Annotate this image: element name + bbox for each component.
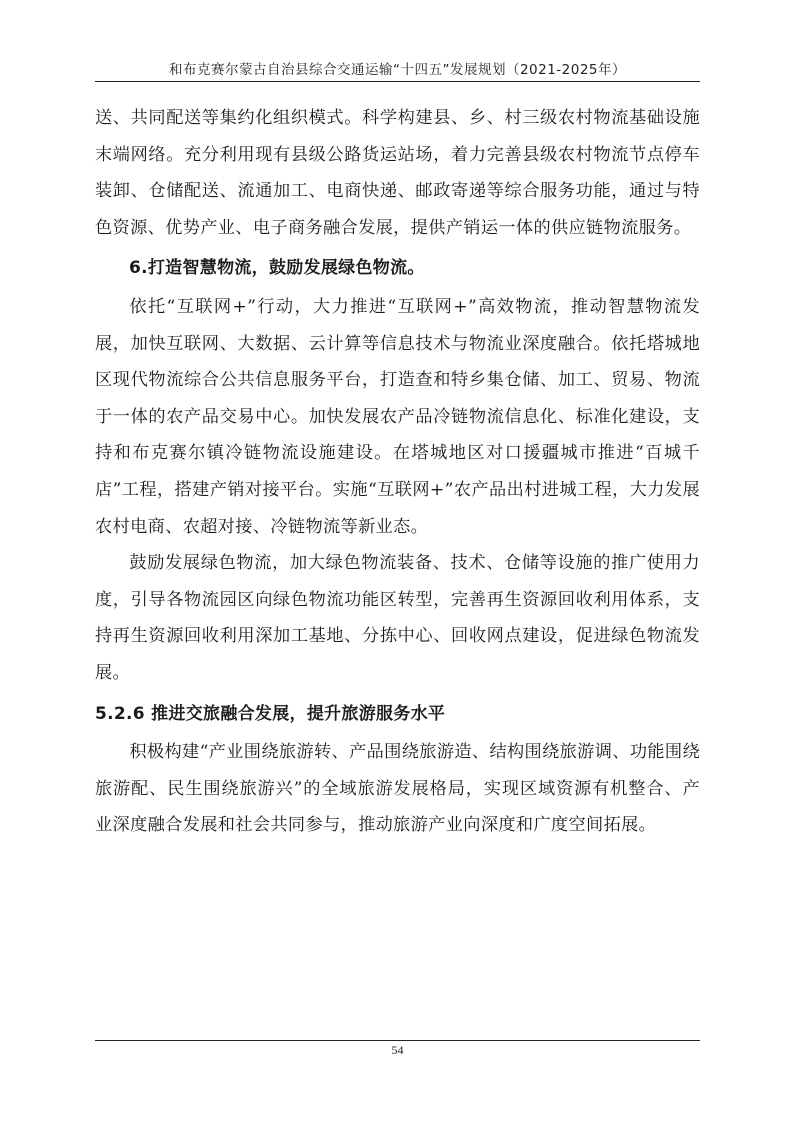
header-divider bbox=[95, 81, 700, 82]
paragraph-logistics-network: 送、共同配送等集约化组织模式。科学构建县、乡、村三级农村物流基础设施末端网络。充分利用现有县级公路货运站场，着力完善县级农村物流节点停车装卸、仓储配送、流通加工、电商快递、邮政寄递等综合服务功能，通过与特色资源、优势产业、电子商务融合发展，提供产销运一体的供应链物流服务。 bbox=[95, 108, 700, 238]
running-header: 和布克赛尔蒙古自治县综合交通运输“十四五”发展规划（2021-2025年） bbox=[168, 62, 627, 78]
paragraph-green-logistics: 鼓励发展绿色物流，加大绿色物流装备、技术、仓储等设施的推广使用力度，引导各物流园区向绿色物流功能区转型，完善再生资源回收利用体系，支持再生资源回收利用深加工基地、分拣中心、回收网点建设，促进绿色物流发展。 bbox=[95, 553, 700, 683]
page-number: 54 bbox=[391, 1043, 404, 1057]
paragraph-tourism: 积极构建“产业围绕旅游转、产品围绕旅游造、结构围绕旅游调、功能围绕旅游配、民生围绕旅游兴”的全域旅游发展格局，实现区域资源有机整合、产业深度融合发展和社会共同参与，推动旅游产业向深度和广度空间拓展。 bbox=[95, 742, 700, 836]
subheading-smart-logistics: 6.打造智慧物流，鼓励发展绿色物流。 bbox=[129, 258, 425, 279]
footer-divider bbox=[95, 1040, 700, 1041]
page-content bbox=[95, 100, 700, 844]
section-heading-tourism: 5.2.6 推进交旅融合发展，提升旅游服务水平 bbox=[95, 703, 446, 724]
paragraph-smart-logistics: 依托“互联网+”行动，大力推进“互联网+”高效物流，推动智慧物流发展，加快互联网、大数据、云计算等信息技术与物流业深度融合。依托塔城地区现代物流综合公共信息服务平台，打造查和特乡集仓储、加工、贸易、物流于一体的农产品交易中心。加快发展农产品冷链物流信息化、标准化建设，支持和布克赛尔镇冷链物流设施建设。在塔城地区对口援疆城市推进“百城千店”工程，搭建产销对接平台。实施“互联网+”农产品出村进城工程，大力发展农村电商、农超对接、冷链物流等新业态。 bbox=[95, 296, 700, 537]
